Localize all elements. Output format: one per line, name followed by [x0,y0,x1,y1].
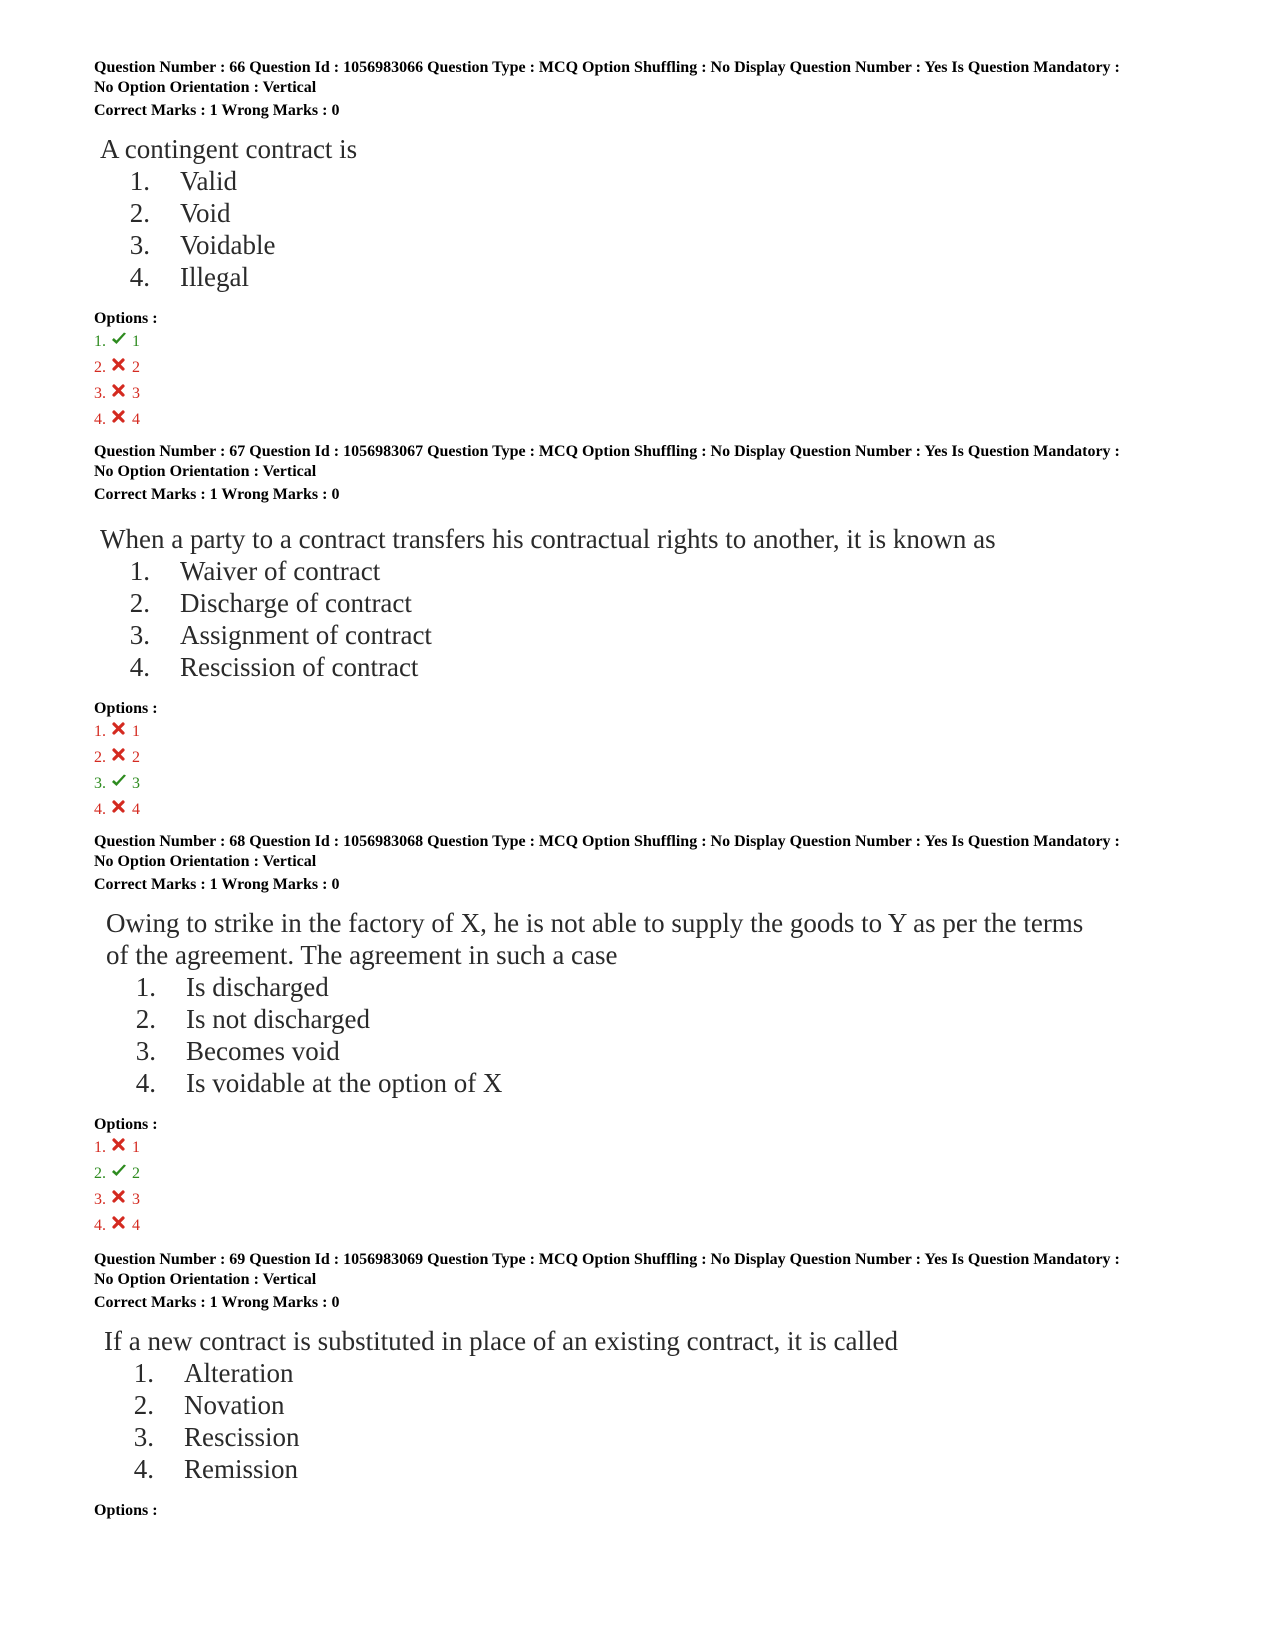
question-content [100,133,1184,293]
cross-icon [110,382,128,400]
option-value: 2 [132,1165,140,1182]
choice-number: 4. [129,652,150,682]
option-row [94,771,1184,797]
choice-item [100,619,1184,651]
option-value: 1 [132,1139,140,1156]
option-row [94,1213,1184,1239]
check-icon [110,772,128,790]
choice-text: Novation [184,1390,285,1420]
check-icon [110,1162,128,1180]
option-value: 2 [132,359,140,376]
question-stem: When a party to a contract transfers his contractual rights to another, it is known as [100,524,996,554]
options-label: Options : [94,1502,158,1519]
choice-text: Rescission [184,1422,300,1452]
options-label: Options : [94,1116,158,1133]
cross-icon [110,1188,128,1206]
choice-text: Illegal [180,262,249,292]
choice-number: 3. [129,620,150,650]
options-list [94,1135,1184,1239]
option-row [94,1135,1184,1161]
options-list [94,329,1184,433]
choice-item [100,587,1184,619]
question-block-67 [94,442,1184,823]
question-stem: If a new contract is substituted in place of an existing contract, it is called [104,1326,898,1356]
option-number: 2. [94,749,106,766]
cross-icon [110,798,128,816]
choice-number: 1. [133,1358,154,1388]
choice-number: 4. [135,1068,156,1098]
cross-icon [110,356,128,374]
choice-text: Is discharged [186,972,329,1002]
option-number: 4. [94,411,106,428]
choice-item [100,555,1184,587]
option-value: 3 [132,385,140,402]
option-row [94,381,1184,407]
question-meta: Question Number : 67 Question Id : 1056983067 Question Type : MCQ Option Shuffling : No Display Question Number : Yes Is Question Mandatory : No Option Orientation : Vertical [94,443,1120,480]
option-row [94,745,1184,771]
question-stem: A contingent contract is [100,134,358,164]
choice-number: 1. [129,556,150,586]
check-icon [110,330,128,348]
question-meta: Question Number : 66 Question Id : 1056983066 Question Type : MCQ Option Shuffling : No Display Question Number : Yes Is Question Mandatory : No Option Orientation : Vertical [94,59,1120,96]
choice-text: Is voidable at the option of X [186,1068,503,1098]
choice-number: 2. [133,1390,154,1420]
choice-text: Remission [184,1454,299,1484]
option-value: 4 [132,801,140,818]
question-content [104,1325,1184,1485]
choice-text: Valid [180,166,237,196]
question-content [106,907,1106,1099]
question-meta: Question Number : 68 Question Id : 1056983068 Question Type : MCQ Option Shuffling : No Display Question Number : Yes Is Question Mandatory : No Option Orientation : Vertical [94,833,1120,870]
question-stem: Owing to strike in the factory of X, he is not able to supply the goods to Y as per the terms of the agreement. The agreement in such a case [106,908,1084,970]
option-number: 3. [94,775,106,792]
choice-number: 3. [133,1422,154,1452]
option-row [94,1161,1184,1187]
choice-number: 3. [135,1036,156,1066]
choice-item [104,1357,1184,1389]
option-value: 1 [132,723,140,740]
question-block-69 [94,1250,1184,1521]
choice-text: Assignment of contract [180,620,432,650]
choice-number: 4. [129,262,150,292]
choice-text: Becomes void [186,1036,340,1066]
option-number: 3. [94,1191,106,1208]
option-row [94,1187,1184,1213]
option-number: 4. [94,1217,106,1234]
choice-number: 2. [135,1004,156,1034]
choice-item [104,1421,1184,1453]
choice-item [106,971,1106,1003]
question-marks: Correct Marks : 1 Wrong Marks : 0 [94,1294,340,1311]
choice-item [100,229,1184,261]
choice-item [106,1067,1106,1099]
question-block-66 [94,58,1184,433]
choice-item [100,261,1184,293]
option-number: 2. [94,359,106,376]
question-marks: Correct Marks : 1 Wrong Marks : 0 [94,486,340,503]
cross-icon [110,408,128,426]
options-list [94,719,1184,823]
option-value: 2 [132,749,140,766]
option-value: 3 [132,775,140,792]
option-number: 3. [94,385,106,402]
choice-text: Alteration [184,1358,294,1388]
choice-item [106,1035,1106,1067]
option-number: 4. [94,801,106,818]
option-value: 1 [132,333,140,350]
cross-icon [110,1136,128,1154]
choice-text: Voidable [180,230,276,260]
choice-number: 1. [135,972,156,1002]
cross-icon [110,1214,128,1232]
choice-number: 2. [129,588,150,618]
option-row [94,355,1184,381]
option-row [94,797,1184,823]
cross-icon [110,720,128,738]
choice-text: Void [180,198,231,228]
option-row [94,719,1184,745]
question-marks: Correct Marks : 1 Wrong Marks : 0 [94,876,340,893]
option-value: 4 [132,411,140,428]
question-content [100,523,1184,683]
choice-number: 2. [129,198,150,228]
choice-text: Waiver of contract [180,556,381,586]
question-block-68 [94,832,1184,1239]
option-value: 3 [132,1191,140,1208]
choice-number: 3. [129,230,150,260]
choice-item [100,651,1184,683]
choice-number: 4. [133,1454,154,1484]
choice-text: Rescission of contract [180,652,419,682]
choice-item [106,1003,1106,1035]
choice-text: Discharge of contract [180,588,412,618]
options-label: Options : [94,310,158,327]
choice-item [104,1389,1184,1421]
question-marks: Correct Marks : 1 Wrong Marks : 0 [94,102,340,119]
choice-item [100,197,1184,229]
option-number: 1. [94,333,106,350]
option-row [94,329,1184,355]
question-meta: Question Number : 69 Question Id : 1056983069 Question Type : MCQ Option Shuffling : No Display Question Number : Yes Is Question Mandatory : No Option Orientation : Vertical [94,1251,1120,1288]
choice-item [104,1453,1184,1485]
choice-text: Is not discharged [186,1004,370,1034]
option-value: 4 [132,1217,140,1234]
option-number: 2. [94,1165,106,1182]
option-number: 1. [94,1139,106,1156]
option-number: 1. [94,723,106,740]
choice-item [100,165,1184,197]
options-label: Options : [94,700,158,717]
choice-number: 1. [129,166,150,196]
option-row [94,407,1184,433]
cross-icon [110,746,128,764]
